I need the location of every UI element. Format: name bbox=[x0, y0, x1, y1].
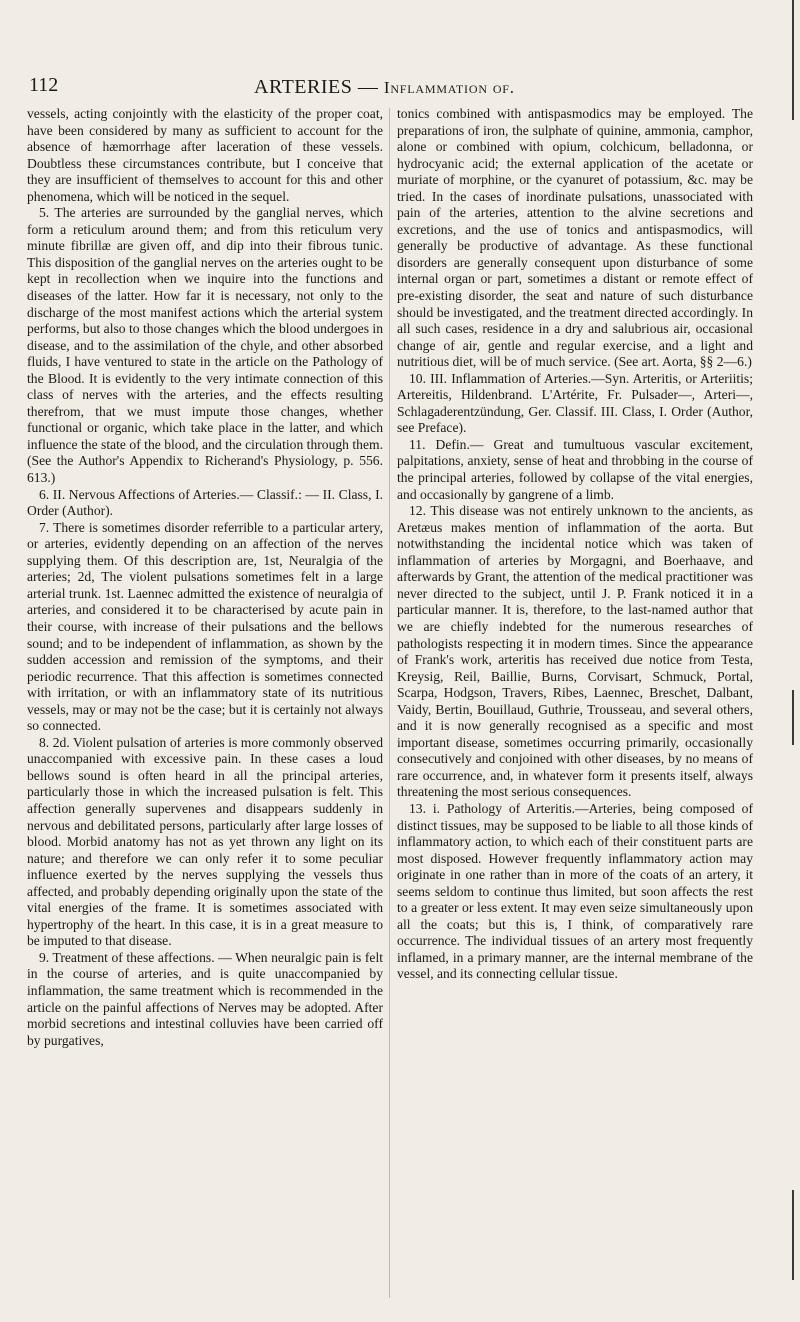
column-divider bbox=[389, 108, 390, 1298]
left-column bbox=[27, 106, 383, 1049]
paragraph: 13. i. Pathology of Arteritis.—Arteries, being composed of distinct tissues, may be supposed to be liable to all those kinds of inflammatory action, to which each of their constituent parts are most disposed. However frequently inflammatory action may originate in one rather than in more of the coats of an artery, it seems seldom to continue thus limited, but soon affects the rest to a greater or less extent. It may even seize simultaneously upon all the coats; but this is, I think, of comparatively rare occurrence. The individual tissues of an artery most frequently inflamed, in a primary manner, are the internal membrane of the vessel, and its connecting cellular tissue. bbox=[397, 800, 753, 982]
running-title bbox=[254, 76, 515, 99]
running-title-main: ARTERIES bbox=[254, 76, 353, 98]
running-title-separator: — bbox=[352, 76, 384, 98]
page-edge-mark bbox=[792, 0, 794, 120]
paragraph: 7. There is sometimes disorder referrible to a particular artery, or arteries, evidently depending on an affection of the nerves supplying them. Of this description are, 1st, Neuralgia of the arteries; 2d, The violent pulsations sometimes felt in a large arterial trunk. 1st. Laennec admitted the existence of neuralgia of arteries, and considered it to be characterised by acute pain in their course, with increase of their pulsations and the bellows sound; and to be independent of inflammation, as shown by the sudden accession and remission of the symptoms, and their periodic recurrence. That this affection is sometimes connected with irritation, or with an inflammatory state of its nutritious vessels, may or may not be the case; but it is certainly not always so connected. bbox=[27, 519, 383, 734]
paragraph: tonics combined with antispasmodics may be employed. The preparations of iron, the sulphate of quinine, ammonia, camphor, alone or combined with opium, colchicum, belladonna, or hydrocyanic acid; the external application of the acetate or muriate of morphine, or the cyanuret of potassium, &c. may be tried. In the cases of inordinate pulsations, unassociated with pain of the arteries, attention to the alvine secretions and excretions, and the use of tonics and antispasmodics, will generally be productive of advantage. As these functional disorders are generally consequent upon disturbance of some internal organ or part, sometimes a distant or remote effect of pre-existing disorder, the seat and nature of such disturbance should be investigated, and the treatment directed accordingly. In all such cases, residence in a dry and salubrious air, occasional change of air, gentle and regular exercise, and a light and nutritious diet, will be of much service. (See art. Aorta, §§ 2—6.) bbox=[397, 106, 753, 370]
section-heading: 10. III. Inflammation of Arteries.—Syn. Arteritis, or Arteriitis; Artereitis, Hildenbrand. L'Artérite, Fr. Pulsader—, Arteri—, Schlagaderentzündung, Ger. Classif. III. Class, I. Order (Author, see Preface). bbox=[397, 370, 753, 436]
section-heading: 6. II. Nervous Affections of Arteries.— Classif.: — II. Class, I. Order (Author). bbox=[27, 486, 383, 519]
running-title-sub: Inflammation of. bbox=[383, 78, 515, 97]
paragraph: 8. 2d. Violent pulsation of arteries is more commonly observed unaccompanied with excessive pain. In these cases a loud bellows sound is often heard in all the principal arteries, particularly those in which the increased pulsation is felt. This affection generally supervenes and disappears suddenly in nervous and debilitated persons, particularly after large losses of blood. Morbid anatomy has not as yet thrown any light on its nature; and therefore we can only refer it to some peculiar influence exerted by the nerves supplying the vessels thus affected, and probably depending originally upon the state of the vital energies of the frame. It is sometimes associated with hypertrophy of the heart. In this case, it is in a great measure to be imputed to that disease. bbox=[27, 734, 383, 949]
paragraph: vessels, acting conjointly with the elasticity of the proper coat, have been considered by many as sufficient to account for the absence of hæmorrhage after laceration of these vessels. Doubtless these circumstances contribute, but I conceive that they are insufficient of themselves to account for this and other phenomena, which will be noticed in the sequel. bbox=[27, 106, 383, 204]
page-edge-mark bbox=[792, 1190, 794, 1280]
page-number: 112 bbox=[29, 74, 59, 96]
definition: 11. Defin.— Great and tumultuous vascular excitement, palpitations, anxiety, sense of heat and throbbing in the course of the principal arteries, followed by collapse of the vital energies, and occasionally by gangrene of a limb. bbox=[397, 436, 753, 502]
paragraph: 5. The arteries are surrounded by the ganglial nerves, which form a reticulum around them; and from this reticulum very minute fibrillæ are given off, and dip into their fibrous tunic. This disposition of the ganglial nerves on the arteries ought to be kept in recollection when we inquire into the functions and diseases of the latter. How far it is necessary, not only to the discharge of the most manifest actions which the arterial system performs, but also to those changes which the blood undergoes in disease, and to the assimilation of the chyle, and other absorbed fluids, I have ventured to state in the article on the Pathology of the Blood. It is evidently to the very intimate connection of this class of nerves with the arteries, and the effects resulting therefrom, that we must impute those changes, whether functional or organic, which take place in the latter, and which influence the state of the blood, and the circulation through them. (See the Author's Appendix to Richerand's Physiology, p. 556. 613.) bbox=[27, 205, 383, 486]
paragraph: 12. This disease was not entirely unknown to the ancients, as Aretæus makes mention of inflammation of the aorta. But notwithstanding the incidental notice which was taken of inflammation of arteries by Morgagni, and Boerhaave, and afterwards by Grant, the attention of the medical practitioner was never directed to the subject, until J. P. Frank noticed it in a particular manner. It is, therefore, to the last-named author that we are chiefly indebted for the numerous researches of pathologists respecting it in modern times. Since the appearance of Frank's work, arteritis has received due notice from Testa, Kreysig, Reil, Baillie, Burns, Corvisart, Schmuck, Portal, Scarpa, Hodgson, Travers, Ribes, Laennec, Breschet, Dalbant, Vaidy, Bertin, Bouillaud, Guthrie, Trousseau, and several others, and it is now generally recognised as a specific and most important disease, sometimes occurring primarily, occasionally consecutively and conjoined with other diseases, by no means of rare occurrence, and, in whatever form it presents itself, always threatening the most serious consequences. bbox=[397, 503, 753, 800]
page-edge-mark bbox=[792, 690, 794, 745]
running-header bbox=[29, 74, 729, 102]
paragraph: 9. Treatment of these affections. — When neuralgic pain is felt in the course of arteries, and is quite unaccompanied by inflammation, the same treatment which is recommended in the article on the painful affections of Nerves may be adopted. After morbid secretions and intestinal colluvies have been carried off by purgatives, bbox=[27, 949, 383, 1048]
right-column bbox=[397, 106, 753, 983]
